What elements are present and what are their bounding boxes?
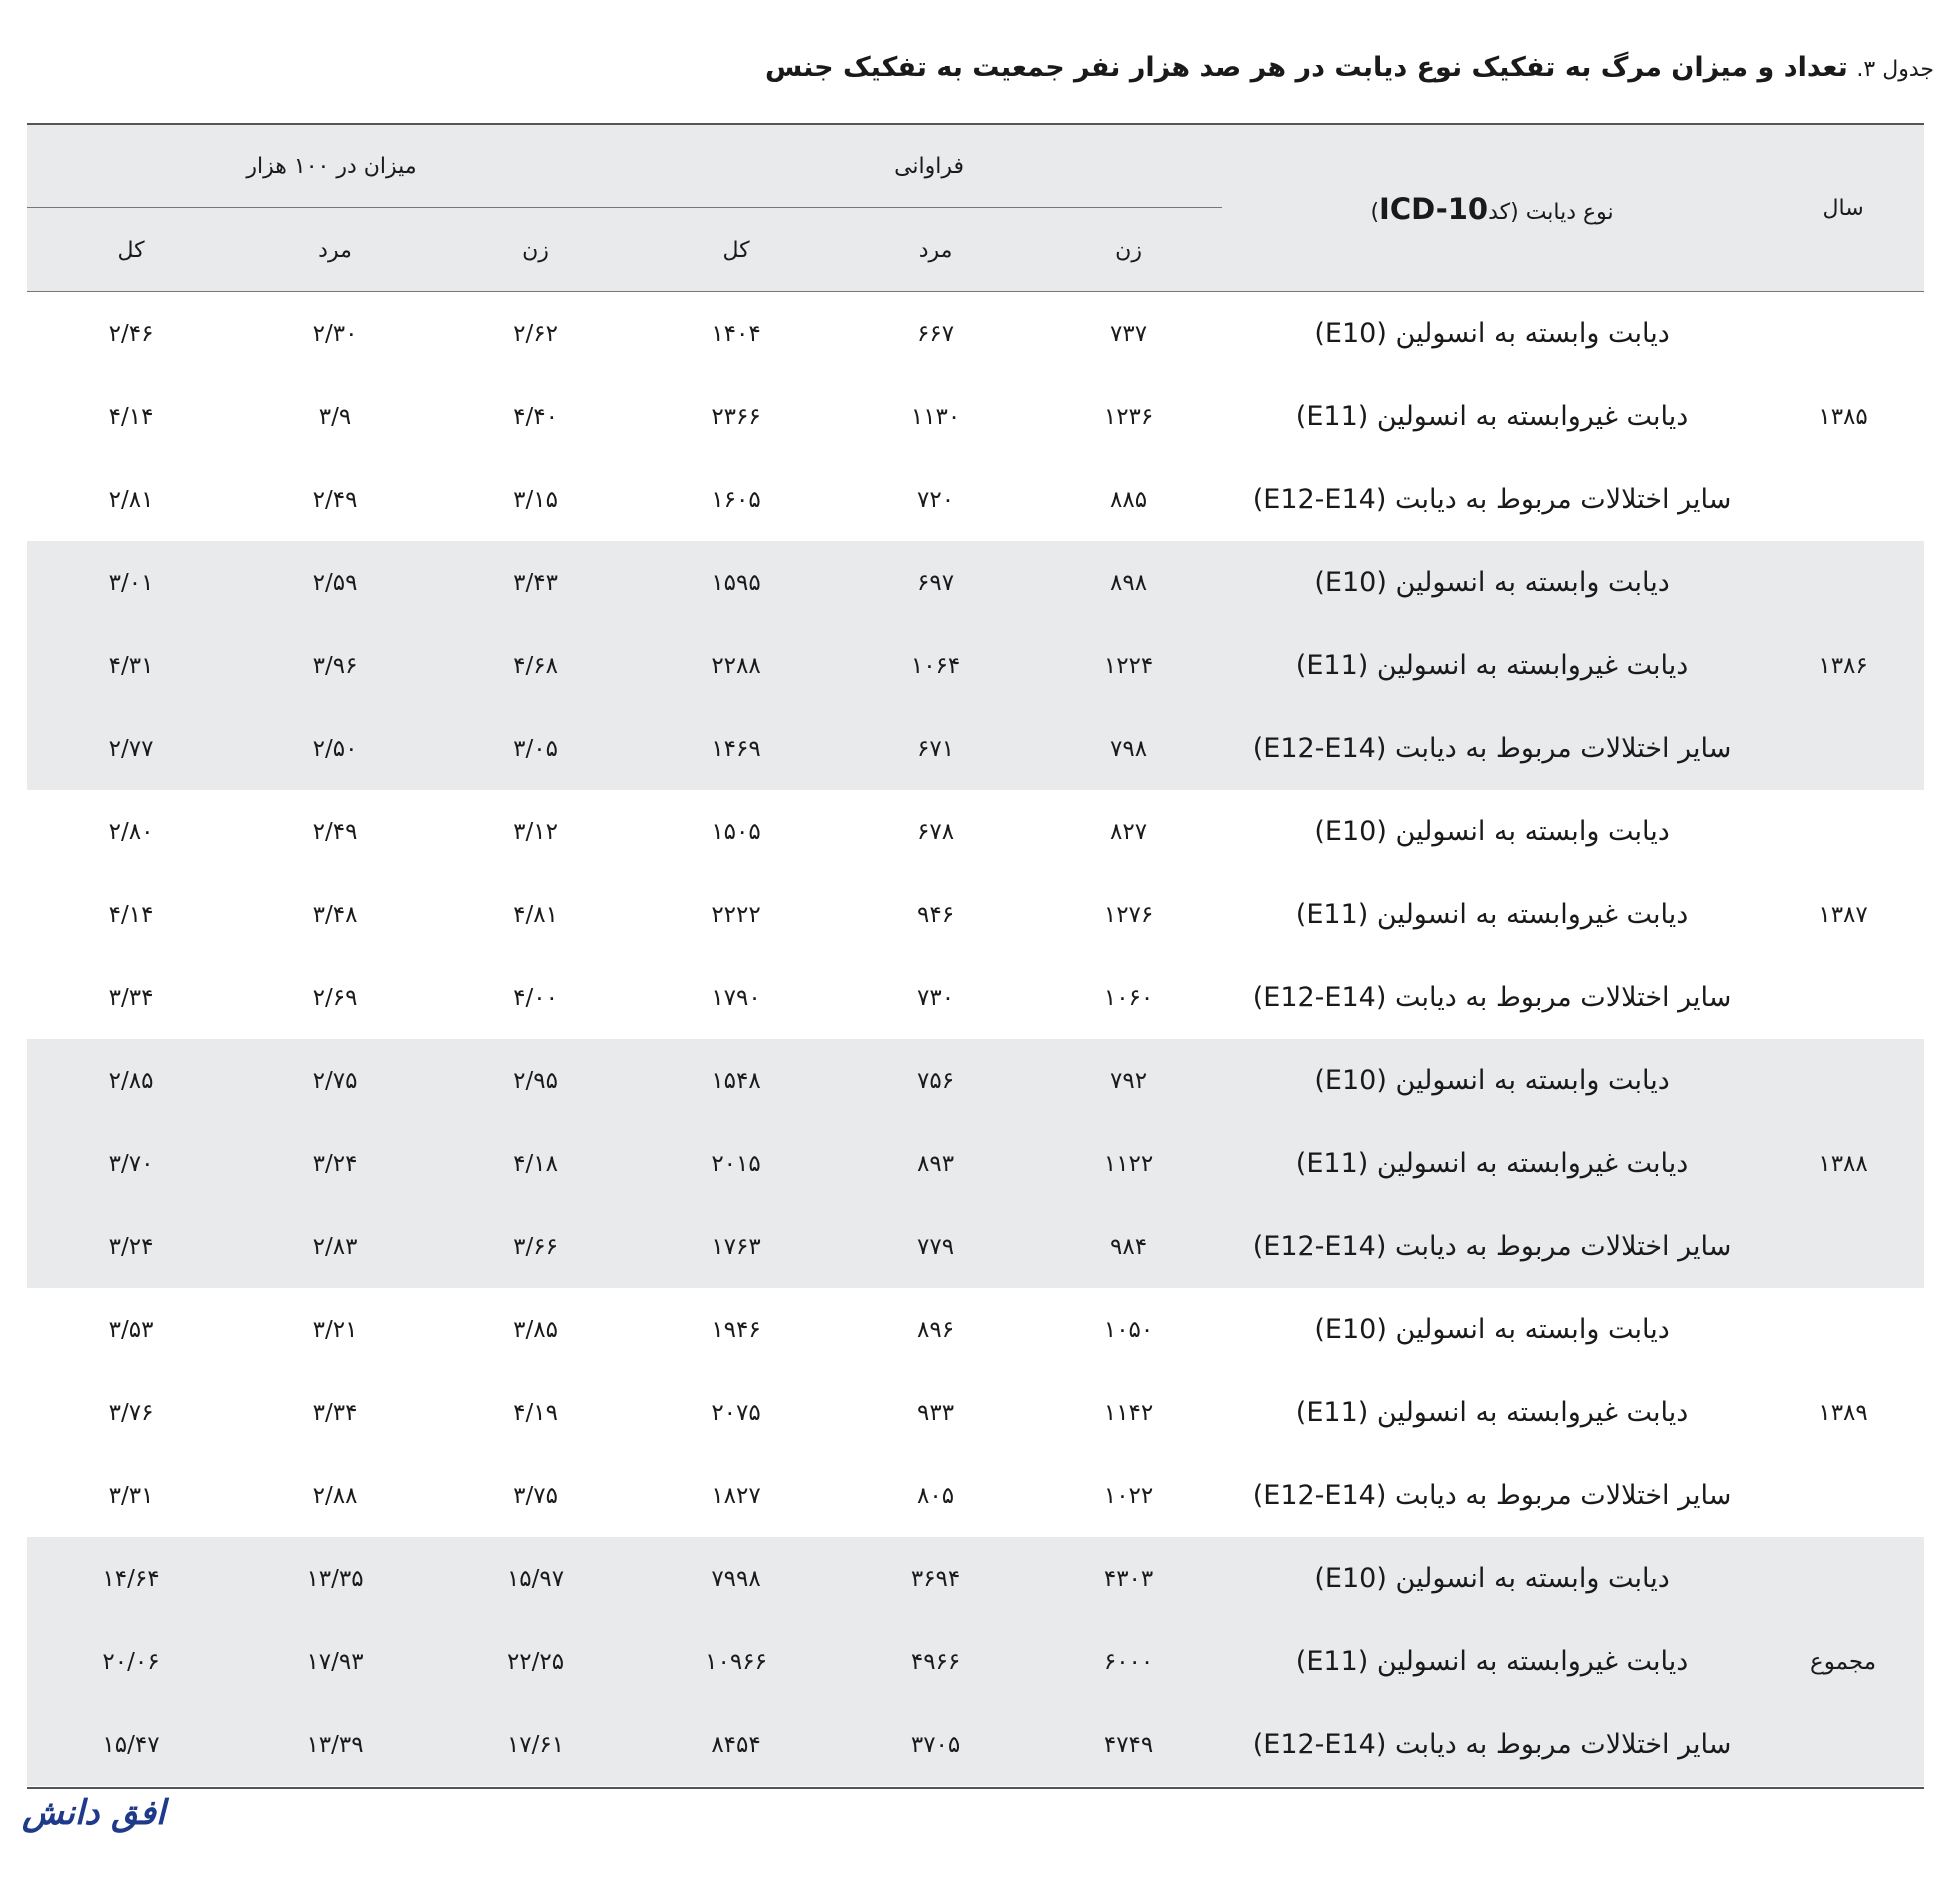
year-cell: ۱۳۸۷ [1818,901,1868,928]
rate-female-cell: ۲/۶۲ [513,320,558,347]
rate-female-cell: ۴/۶۸ [435,624,636,707]
table-row [27,873,1924,956]
freq-male-cell: ۱۱۳۰ [910,403,961,430]
rate-female-cell: ۴/۱۸ [435,1122,636,1205]
rate-total-cell: ۲/۷۷ [27,707,235,790]
freq-female-cell: ۱۱۴۲ [1103,1399,1154,1426]
freq-total-cell: ۱۷۶۳ [636,1205,836,1288]
freq-total-cell: ۱۵۰۵ [711,818,761,845]
freq-male-cell: ۸۹۳ [836,1122,1035,1205]
rate-female-cell: ۳/۰۵ [435,707,636,790]
rate-total-cell: ۱۴/۶۴ [27,1537,235,1620]
freq-male-cell: ۷۲۰ [917,486,955,513]
header-type-code: ICD-10 [1379,191,1489,226]
rate-male-cell: ۱۷/۹۳ [235,1620,435,1703]
rate-female-cell: ۳/۷۵ [513,1482,558,1509]
table-row [27,956,1924,1039]
table-row [27,1537,1924,1620]
freq-female-cell: ۶۰۰۰ [1035,1620,1222,1703]
freq-male-cell: ۸۰۵ [917,1482,955,1509]
header-bottom-rule [27,291,1924,292]
freq-female-cell: ۱۲۲۴ [1035,624,1222,707]
rate-male-cell: ۲/۵۰ [235,707,435,790]
header-frequency: فراوانی [636,125,1222,208]
rate-total-cell: ۲/۴۶ [108,320,154,347]
rate-total-cell: ۳/۷۶ [108,1399,154,1426]
freq-female-cell: ۱۰۶۰ [1103,984,1154,1011]
type-cell: دیابت غیروابسته به انسولین (E11) [1295,401,1689,432]
freq-total-cell: ۱۷۹۰ [711,984,761,1011]
rate-total-cell: ۲/۸۰ [108,818,154,845]
total-label-cell: مجموع [1762,1537,1924,1786]
freq-female-cell: ۱۱۲۲ [1035,1122,1222,1205]
year-cell: ۱۳۸۶ [1762,541,1924,790]
freq-male-cell: ۶۹۷ [836,541,1035,624]
rate-male-cell: ۳/۹۶ [235,624,435,707]
caption-text: تعداد و میزان مرگ به تفکیک نوع دیابت در هر صد هزار نفر جمعیت به تفکیک جنس [764,52,1848,83]
header-rate: میزان در ۱۰۰ هزار [27,125,636,208]
table-row [27,1454,1924,1537]
rate-male-cell: ۳/۳۴ [312,1399,358,1426]
type-cell: سایر اختلالات مربوط به دیابت (E12-E14) [1222,1205,1762,1288]
table-row [27,1703,1924,1786]
rate-female-cell: ۳/۶۶ [435,1205,636,1288]
rate-female-cell: ۳/۴۳ [435,541,636,624]
rate-female-cell: ۳/۸۵ [513,1316,558,1343]
freq-total-cell: ۱۶۰۵ [711,486,761,513]
type-cell: دیابت وابسته به انسولین (E10) [1314,318,1670,349]
table-row [27,624,1924,707]
freq-total-cell: ۸۴۵۴ [636,1703,836,1786]
header-rate-female: زن [435,208,636,293]
rate-total-cell: ۴/۱۴ [108,403,154,430]
freq-total-cell: ۱۵۴۸ [636,1039,836,1122]
table-row [27,1205,1924,1288]
rate-female-cell: ۳/۱۵ [513,486,558,513]
freq-female-cell: ۹۸۴ [1035,1205,1222,1288]
rate-male-cell: ۲/۷۵ [235,1039,435,1122]
type-cell: دیابت وابسته به انسولین (E10) [1222,1537,1762,1620]
type-cell: سایر اختلالات مربوط به دیابت (E12-E14) [1222,707,1762,790]
freq-male-cell: ۶۷۱ [836,707,1035,790]
freq-total-cell: ۱۰۹۶۶ [636,1620,836,1703]
rate-female-cell: ۲/۹۵ [435,1039,636,1122]
rate-total-cell: ۲/۸۵ [27,1039,235,1122]
table-row [27,458,1924,541]
type-cell: دیابت غیروابسته به انسولین (E11) [1222,624,1762,707]
rate-total-cell: ۳/۵۳ [108,1316,154,1343]
freq-total-cell: ۱۹۴۶ [711,1316,761,1343]
table-body [27,292,1924,1786]
rate-male-cell: ۲/۴۹ [312,818,358,845]
table-header [27,125,1924,292]
rate-male-cell: ۲/۸۸ [312,1482,358,1509]
rate-total-cell: ۳/۲۴ [27,1205,235,1288]
year-cell: ۱۳۸۹ [1818,1399,1868,1426]
bottom-rule [27,1787,1924,1789]
rate-female-cell: ۳/۱۲ [513,818,558,845]
header-year: سال [1762,125,1924,292]
freq-female-cell: ۱۰۲۲ [1103,1482,1154,1509]
header-type-prefix: نوع دیابت (کد [1488,199,1614,225]
freq-female-cell: ۷۹۲ [1035,1039,1222,1122]
rate-male-cell: ۳/۲۱ [312,1316,358,1343]
type-cell: دیابت وابسته به انسولین (E10) [1314,1314,1670,1345]
rate-total-cell: ۴/۳۱ [27,624,235,707]
type-cell: دیابت غیروابسته به انسولین (E11) [1295,1397,1689,1428]
freq-male-cell: ۷۳۰ [917,984,955,1011]
type-cell: دیابت وابسته به انسولین (E10) [1222,1039,1762,1122]
freq-total-cell: ۱۴۰۴ [711,320,761,347]
rate-total-cell: ۳/۷۰ [27,1122,235,1205]
table-caption [765,52,1934,83]
freq-total-cell: ۲۰۷۵ [711,1399,761,1426]
freq-male-cell: ۹۴۶ [917,901,955,928]
rate-total-cell: ۱۵/۴۷ [27,1703,235,1786]
table-row [27,1122,1924,1205]
header-freq-total: کل [636,208,836,293]
table-row [27,541,1924,624]
rate-male-cell: ۳/۴۸ [312,901,358,928]
rate-male-cell: ۳/۲۴ [235,1122,435,1205]
rate-female-cell: ۲۲/۲۵ [435,1620,636,1703]
table-row [27,1039,1924,1122]
rate-female-cell: ۴/۰۰ [513,984,558,1011]
freq-female-cell: ۴۳۰۳ [1035,1537,1222,1620]
freq-female-cell: ۴۷۴۹ [1035,1703,1222,1786]
rate-male-cell: ۳/۹ [318,403,352,430]
freq-female-cell: ۷۹۸ [1035,707,1222,790]
header-freq-female: زن [1035,208,1222,293]
header-freq-male: مرد [836,208,1035,293]
rate-female-cell: ۱۵/۹۷ [435,1537,636,1620]
rate-total-cell: ۳/۰۱ [27,541,235,624]
table-row [27,707,1924,790]
freq-total-cell: ۲۰۱۵ [636,1122,836,1205]
header-type-suffix: ) [1370,199,1380,225]
freq-total-cell: ۲۲۲۲ [711,901,761,928]
header-rate-male: مرد [235,208,435,293]
freq-female-cell: ۱۰۵۰ [1103,1316,1154,1343]
type-cell: دیابت وابسته به انسولین (E10) [1222,541,1762,624]
rate-male-cell: ۲/۶۹ [312,984,358,1011]
caption-label: جدول ۳. [1856,57,1934,82]
rate-total-cell: ۳/۳۱ [108,1482,154,1509]
header-diabetes-type [1222,125,1762,292]
freq-total-cell: ۲۲۸۸ [636,624,836,707]
freq-female-cell: ۱۲۳۶ [1103,403,1154,430]
rate-total-cell: ۴/۱۴ [108,901,154,928]
table-row [27,1620,1924,1703]
type-cell: دیابت غیروابسته به انسولین (E11) [1222,1122,1762,1205]
freq-male-cell: ۳۷۰۵ [836,1703,1035,1786]
year-cell: ۱۳۸۵ [1818,403,1868,430]
freq-total-cell: ۱۴۶۹ [636,707,836,790]
header-rate-total: کل [27,208,235,293]
table-row [27,1371,1924,1454]
table-row [27,1288,1924,1371]
rate-female-cell: ۱۷/۶۱ [435,1703,636,1786]
diabetes-mortality-table [27,125,1924,1786]
table-row [27,292,1924,375]
freq-female-cell: ۷۳۷ [1110,320,1148,347]
freq-male-cell: ۷۵۶ [836,1039,1035,1122]
rate-female-cell: ۴/۱۹ [513,1399,558,1426]
journal-logo: افق دانش [22,1793,166,1833]
type-cell: دیابت غیروابسته به انسولین (E11) [1295,899,1689,930]
table-row [27,375,1924,458]
freq-female-cell: ۱۲۷۶ [1103,901,1154,928]
rate-total-cell: ۳/۳۴ [108,984,154,1011]
freq-total-cell: ۷۹۹۸ [636,1537,836,1620]
type-cell: دیابت وابسته به انسولین (E10) [1314,816,1670,847]
type-cell: سایر اختلالات مربوط به دیابت (E12-E14) [1252,982,1732,1013]
rate-female-cell: ۴/۴۰ [513,403,558,430]
freq-male-cell: ۸۹۶ [917,1316,955,1343]
rate-male-cell: ۲/۴۹ [312,486,358,513]
freq-male-cell: ۶۶۷ [917,320,955,347]
type-cell: سایر اختلالات مربوط به دیابت (E12-E14) [1222,1703,1762,1786]
freq-female-cell: ۸۲۷ [1110,818,1148,845]
freq-female-cell: ۸۹۸ [1035,541,1222,624]
freq-female-cell: ۸۸۵ [1110,486,1148,513]
freq-total-cell: ۱۵۹۵ [636,541,836,624]
year-cell: ۱۳۸۸ [1762,1039,1924,1288]
rate-total-cell: ۲۰/۰۶ [27,1620,235,1703]
rate-total-cell: ۲/۸۱ [108,486,154,513]
rate-male-cell: ۲/۵۹ [235,541,435,624]
type-cell: سایر اختلالات مربوط به دیابت (E12-E14) [1252,1480,1732,1511]
freq-total-cell: ۱۸۲۷ [711,1482,761,1509]
type-cell: دیابت غیروابسته به انسولین (E11) [1222,1620,1762,1703]
freq-male-cell: ۴۹۶۶ [836,1620,1035,1703]
freq-male-cell: ۳۶۹۴ [836,1537,1035,1620]
freq-male-cell: ۹۳۳ [917,1399,955,1426]
rate-male-cell: ۱۳/۳۹ [235,1703,435,1786]
rate-male-cell: ۱۳/۳۵ [235,1537,435,1620]
rate-male-cell: ۲/۸۳ [235,1205,435,1288]
freq-total-cell: ۲۳۶۶ [711,403,761,430]
type-cell: سایر اختلالات مربوط به دیابت (E12-E14) [1252,484,1732,515]
table-row [27,790,1924,873]
freq-male-cell: ۷۷۹ [836,1205,1035,1288]
freq-male-cell: ۱۰۶۴ [836,624,1035,707]
rate-male-cell: ۲/۳۰ [312,320,358,347]
freq-male-cell: ۶۷۸ [917,818,955,845]
rate-female-cell: ۴/۸۱ [513,901,558,928]
